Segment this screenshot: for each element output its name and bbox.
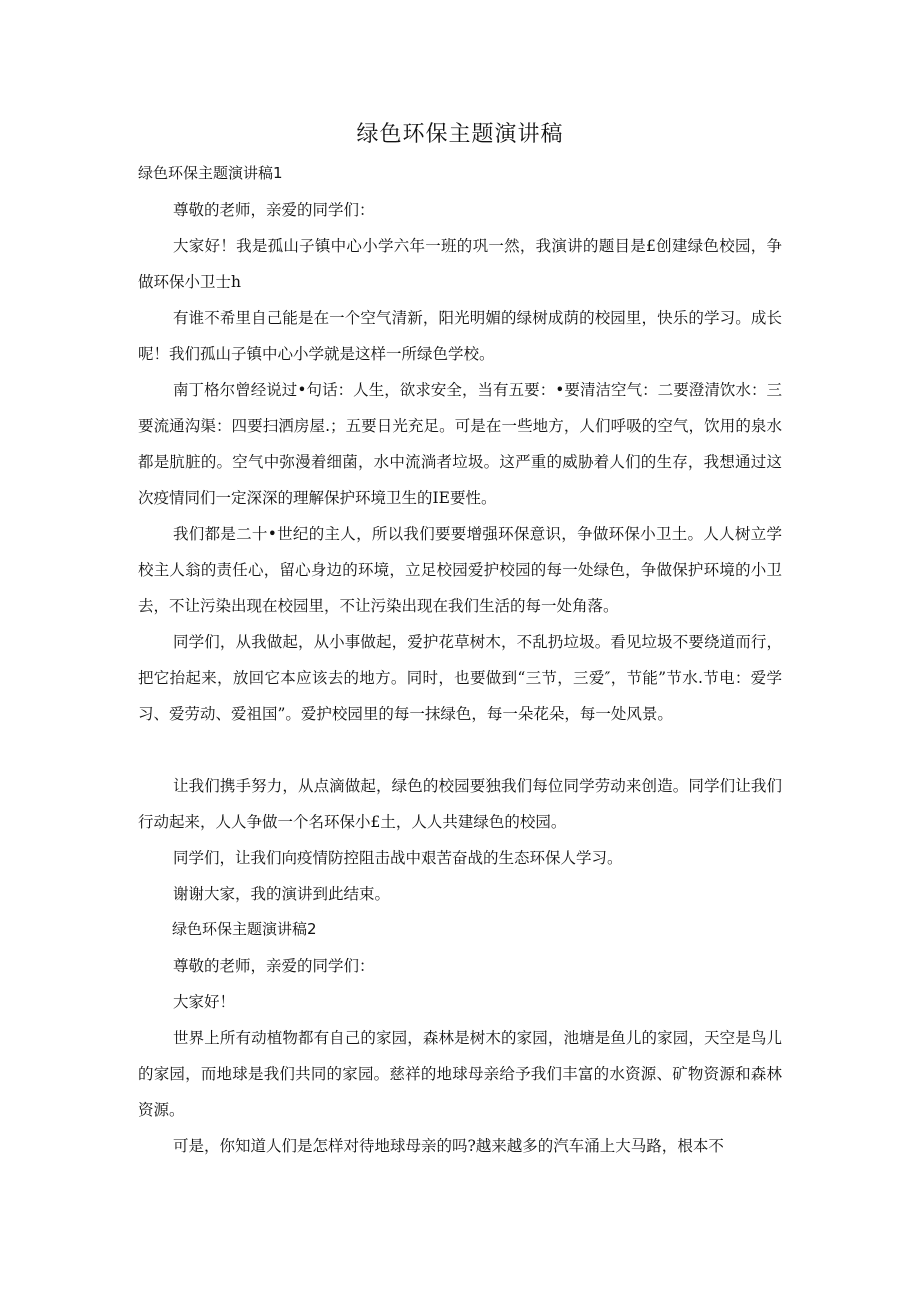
- paragraph-hello-2: 大家好！: [173, 993, 236, 1011]
- paragraph-learn: 同学们，让我们向疫情防控阻击战中艰苦奋战的生态环保人学习。: [173, 849, 623, 867]
- paragraph-greeting: 尊敬的老师，亲爱的同学们：: [173, 201, 375, 219]
- paragraph-intro: 大家好！我是孤山子镇中心小学六年一班的巩一然，我演讲的题目是£创建绿色校园，争做环保小卫士h: [138, 237, 782, 291]
- section-heading-2: 绿色环保主题演讲稿2: [172, 920, 317, 938]
- paragraph-homes: 世界上所有动植物都有自己的家园，森林是树木的家园，池塘是鱼儿的家园，天空是鸟儿的家园，而地球是我们共同的家园。慈祥的地球母亲给予我们丰富的水资源、矿物资源和森林资源。: [138, 1029, 782, 1119]
- paragraph-thanks: 谢谢大家，我的演讲到此结束。: [173, 885, 391, 903]
- paragraph-greeting-2: 尊敬的老师，亲爱的同学们：: [173, 957, 375, 975]
- paragraph-join-hands: 让我们携手努力，从点滴做起，绿色的校园要独我们每位同学劳动来创造。同学们让我们行动起来，人人争做一个名环保小£土，人人共建绿色的校园。: [138, 777, 782, 831]
- paragraph-wish: 有谁不希里自己能是在一个空气清新，阳光明媚的绿树成荫的校园里，快乐的学习。成长呢！我们孤山子镇中心小学就是这样一所绿色学校。: [138, 309, 782, 363]
- document-title: 绿色环保主题演讲稿: [356, 122, 564, 147]
- paragraph-start-from-me: 同学们，从我做起，从小事做起，爱护花草树木，不乱扔垃圾。看见垃圾不要绕道而行，把它抬起来，放回它本应该去的地方。同时，也要做到“三节，三爱″，节能”节水.节电：爱学习、爱劳动、爱祖国”。爱护校园里的每一抹绿色，每一朵花朵，每一处风景。: [138, 633, 782, 723]
- paragraph-masters: 我们都是二十•世纪的主人，所以我们要要增强环保意识，争做环保小卫土。人人树立学校主人翁的责任心，留心身边的环境，立足校园爱护校园的每一处绿色，争做保护环境的小卫去，不让污染出现在校园里，不让污染出现在我们生活的每一处角落。: [138, 525, 782, 615]
- paragraph-treatment: 可是，你知道人们是怎样对待地球母亲的吗?越来越多的汽车涌上大马路，根本不: [173, 1137, 724, 1155]
- section-heading-1: 绿色环保主题演讲稿1: [138, 164, 283, 182]
- paragraph-nightingale: 南丁格尔曾经说过•句话：人生，欲求安全，当有五要：•要清洁空气：二要澄清饮水：三要流通沟渠：四要扫洒房屋.；五要日光充足。可是在一些地方，人们呼吸的空气，饮用的泉水都是肮脏的。空气中弥漫着细菌，水中流淌者垃圾。这严重的威胁着人们的生存，我想通过这次疫情同们一定深深的理解保护环境卫生的IE要性。: [138, 381, 782, 507]
